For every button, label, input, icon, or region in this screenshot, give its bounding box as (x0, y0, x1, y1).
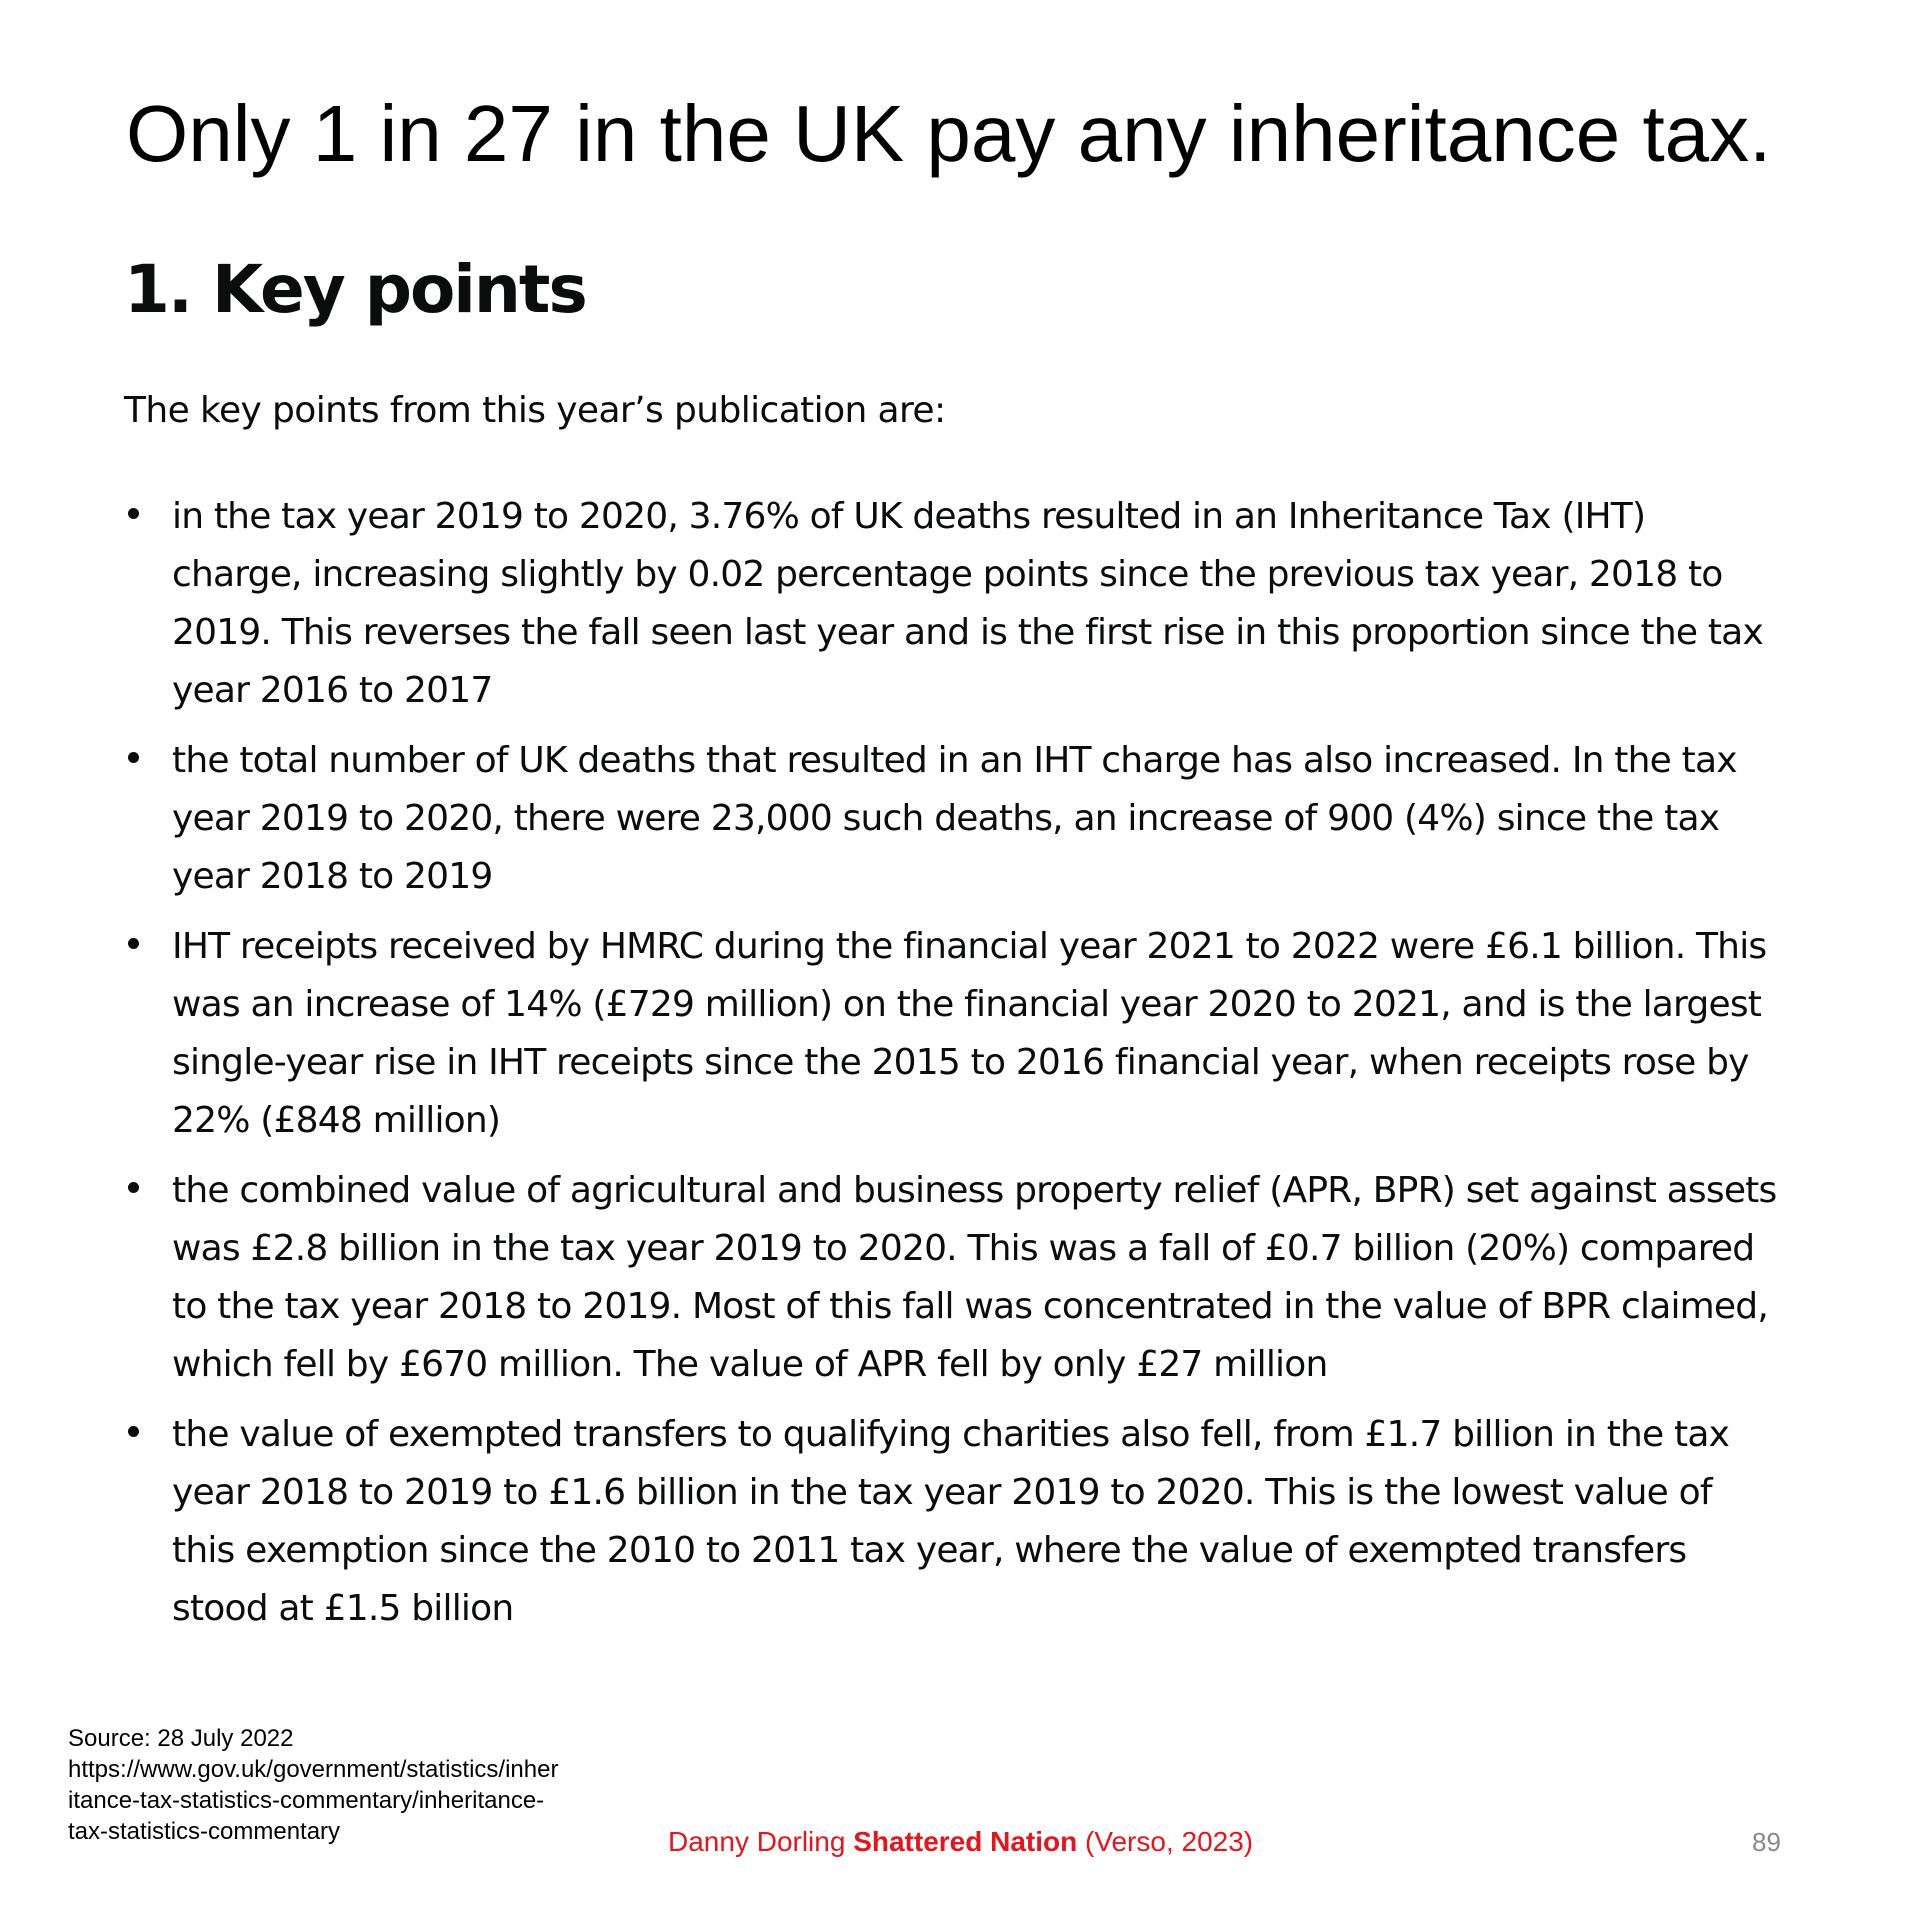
slide-title: Only 1 in 27 in the UK pay any inheritance tax. (126, 89, 1772, 178)
source-citation (68, 1723, 688, 1847)
bullet-icon (128, 1426, 139, 1437)
source-url-line: https://www.gov.uk/government/statistics/inher (68, 1756, 559, 1783)
slide-number: 89 (1752, 1827, 1781, 1857)
excerpt-screenshot (124, 240, 1784, 1629)
source-url-line: tax-statistics-commentary (68, 1818, 341, 1845)
book-title: Shattered Nation (853, 1826, 1078, 1857)
list-item-text: in the tax year 2019 to 2020, 3.76% of UK deaths resulted in an Inheritance Tax (IHT) charge, increasing slightly by 0.02 percentage points since the previous tax year, 2018 to 2019. This reverses the fall seen last year and is the first rise in this proportion since the tax year 2016 to 2017 (172, 496, 1763, 711)
list-item (124, 1406, 1784, 1638)
intro-text: The key points from this year’s publication are: (124, 390, 946, 431)
book-attribution (668, 1825, 1253, 1859)
list-item-text: IHT receipts received by HMRC during the financial year 2021 to 2022 were £6.1 billion. This was an increase of 14% (£729 million) on the financial year 2020 to 2021, and is the largest single-year rise in IHT receipts since the 2015 to 2016 financial year, when receipts rose by 22% (£848 million) (172, 926, 1767, 1141)
list-item (124, 918, 1784, 1150)
list-item (124, 1162, 1784, 1394)
author-name: Danny Dorling (668, 1826, 854, 1857)
publisher-info: (Verso, 2023) (1077, 1826, 1254, 1857)
list-item-text: the total number of UK deaths that resulted in an IHT charge has also increased. In the tax year 2019 to 2020, there were 23,000 such deaths, an increase of 900 (4%) since the tax year 2018 to 2019 (172, 740, 1737, 897)
bullet-icon (128, 1182, 139, 1193)
bullet-icon (128, 508, 139, 519)
source-date: Source: 28 July 2022 (68, 1725, 294, 1752)
key-points-list (124, 488, 1784, 1650)
section-heading: 1. Key points (124, 251, 586, 328)
list-item-text: the combined value of agricultural and business property relief (APR, BPR) set against assets was £2.8 billion in the tax year 2019 to 2020. This was a fall of £0.7 billion (20%) compared to the tax year 2018 to 2019. Most of this fall was concentrated in the value of BPR claimed, which fell by £670 million. The value of APR fell by only £27 million (172, 1170, 1777, 1385)
bullet-icon (128, 938, 139, 949)
list-item-text: the value of exempted transfers to qualifying charities also fell, from £1.7 billion in the tax year 2018 to 2019 to £1.6 billion in the tax year 2019 to 2020. This is the lowest value of this exemption since the 2010 to 2011 tax year, where the value of exempted transfers stood at £1.5 billion (172, 1414, 1730, 1629)
list-item (124, 732, 1784, 906)
list-item (124, 488, 1784, 720)
source-url-line: itance-tax-statistics-commentary/inheritance- (68, 1787, 545, 1814)
bullet-icon (128, 752, 139, 763)
